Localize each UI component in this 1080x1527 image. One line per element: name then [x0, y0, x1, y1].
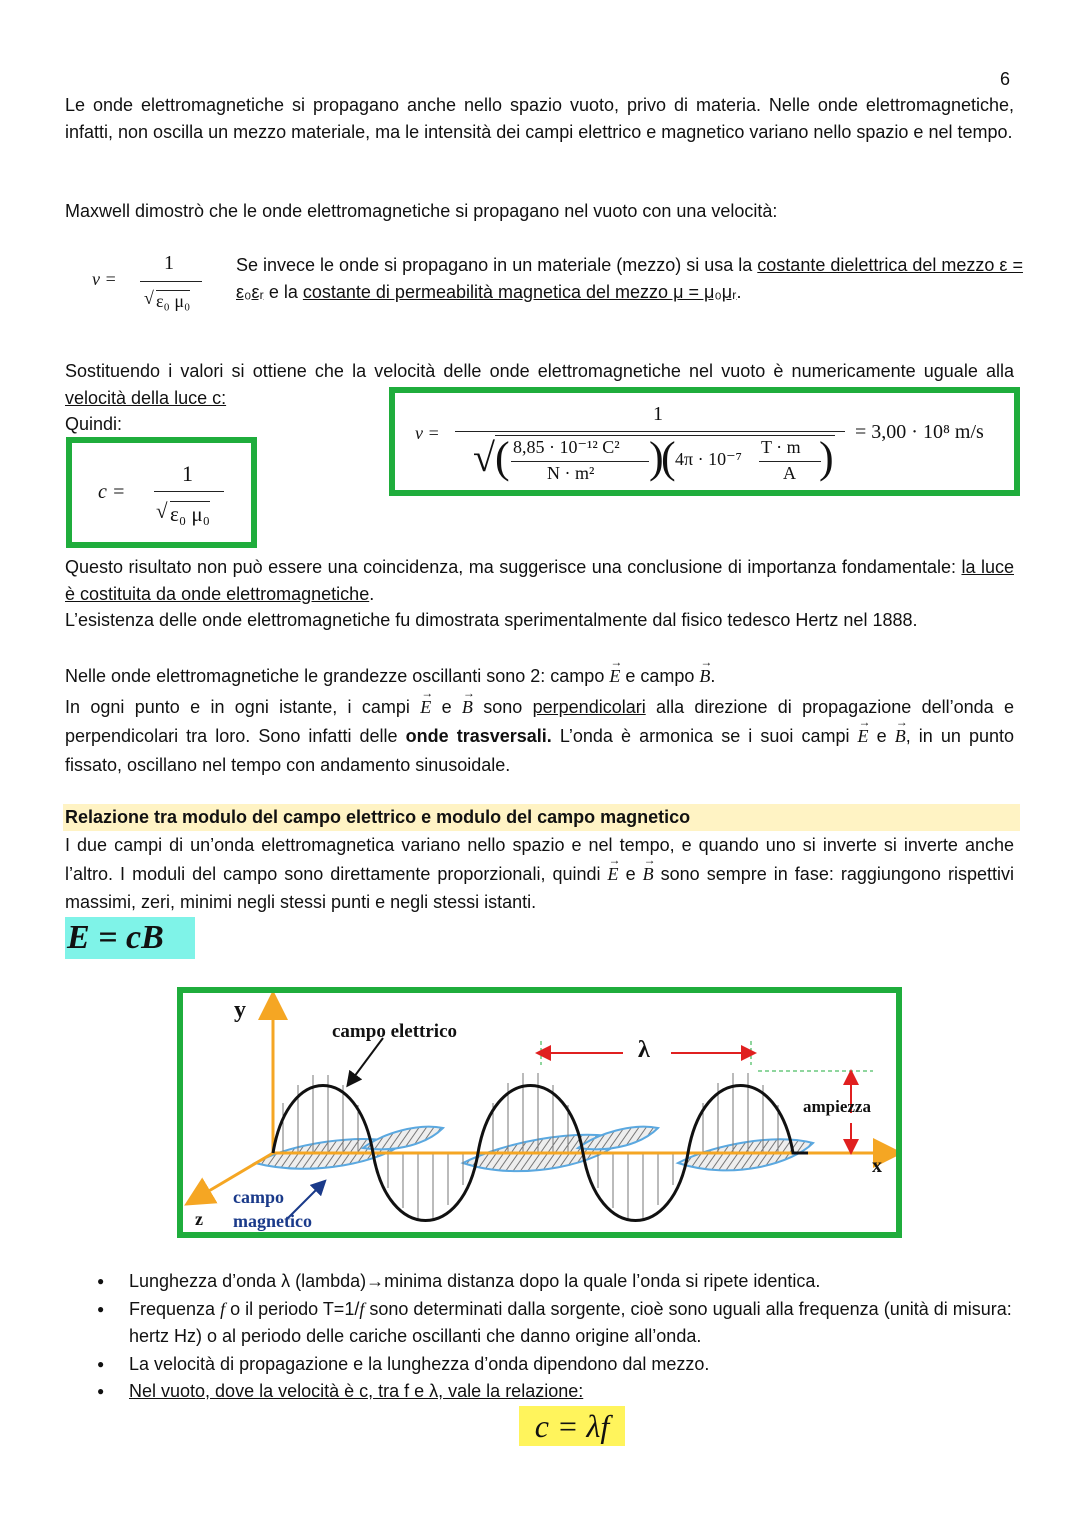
- bullet-medium: [65, 1351, 1025, 1379]
- material-text-c: .: [736, 281, 742, 302]
- relation-text-a: I due campi di un’onda elettromagnetica variano nello spazio e nel tempo, e quando uno si inverte si inverte anche l’altro. I moduli del campo sono direttamente proporzionali, quindi: [65, 835, 1014, 884]
- bullet-list: [65, 1268, 1025, 1406]
- magnetic-field-label-1: campo: [233, 1187, 284, 1207]
- big-numerator: 1: [653, 403, 663, 425]
- bullet-freq-b: o il periodo T=1/: [225, 1298, 360, 1319]
- bullet-wavelength-text: Lunghezza d’onda λ (lambda)→minima distanza dopo la quale l’onda si ripete identica.: [129, 1271, 821, 1291]
- fields-paragraph: [65, 693, 1014, 780]
- big-lhs: v =: [415, 423, 440, 443]
- material-paragraph: [236, 252, 1026, 305]
- conclusion-text: Questo risultato non può essere una coincidenza, ma suggerisce una conclusione di importanza fondamentale:: [65, 557, 962, 577]
- c-numerator: 1: [182, 461, 193, 486]
- transverse-waves-bold: onde trasversali.: [405, 726, 552, 746]
- bullet-freq-a: Frequenza: [129, 1298, 221, 1319]
- conclusion-paragraph: [65, 554, 1014, 607]
- lambda-label: λ: [638, 1037, 650, 1063]
- formula-lhs: v =: [92, 269, 117, 289]
- big-sqrt-sign: √: [473, 435, 495, 480]
- permeability-link[interactable]: costante di permeabilità magnetica del mezzo μ = μ₀μᵣ: [302, 281, 737, 302]
- material-text-b: e la: [263, 281, 303, 302]
- bullet-medium-text: La velocità di propagazione e la lunghezza d’onda dipendono dal mezzo.: [129, 1353, 710, 1374]
- hertz-sentence: L’esistenza delle onde elettromagnetiche fu dimostrata sperimentalmente dal fisico tedesco Hertz nel 1888.: [65, 610, 918, 630]
- bullet-vacuum: [65, 1378, 1025, 1406]
- relation-paragraph: [65, 831, 1014, 917]
- speed-of-light-link[interactable]: velocità della luce c:: [65, 387, 227, 408]
- bullet-freq-f: f: [220, 1298, 226, 1319]
- b-vector: → B: [462, 693, 473, 722]
- c-lhs: c =: [98, 481, 126, 503]
- term2-prefix: 4π · 10⁻⁷: [675, 449, 742, 469]
- e-vector: → E: [420, 693, 431, 722]
- c-lambda-f-formula: c = λf: [519, 1406, 625, 1446]
- e-equals-cb-formula: E = cB: [65, 917, 195, 959]
- term2-denominator: A: [783, 463, 796, 483]
- e-vector: → E: [858, 722, 869, 751]
- fields-text-2b: e: [431, 697, 462, 717]
- maxwell-formula: [92, 250, 222, 320]
- e-vector: → E: [609, 662, 620, 690]
- fraction-bar: [140, 281, 202, 282]
- bullet-vacuum-text[interactable]: Nel vuoto, dove la velocità è c, tra f e λ, vale la relazione:: [129, 1381, 584, 1401]
- fields-text-2d: alla direzione di propagazione dell’onda e perpendicolari tra loro. Sono infatti delle: [65, 697, 1014, 746]
- perpendicular-link[interactable]: perpendicolari: [532, 697, 646, 717]
- b-vector: → B: [643, 860, 654, 889]
- page-number: 6: [1000, 69, 1011, 89]
- substitution-text: Sostituendo i valori si ottiene che la velocità delle onde elettromagnetiche nel vuoto è numericamente uguale alla: [65, 361, 1014, 381]
- magnetic-field-lobes: [255, 1127, 813, 1171]
- material-text-a: Se invece le onde si propagano in un materiale (mezzo) si usa la: [236, 255, 758, 275]
- c-denominator: ε₀ μ₀: [170, 502, 210, 526]
- electric-field-label: campo elettrico: [332, 1021, 458, 1042]
- numeric-formula-box: [389, 387, 1020, 496]
- paren-close-1: ): [649, 433, 664, 482]
- fields-text-1b: e campo: [620, 666, 700, 686]
- formula-numerator: 1: [164, 252, 174, 274]
- c-formula-box: [66, 437, 257, 548]
- paren-open-2: (: [661, 433, 676, 482]
- term2-numerator: T · m: [761, 437, 801, 457]
- amplitude-label: ampiezza: [803, 1097, 871, 1116]
- fields-text-2e: L’onda è armonica se i suoi campi: [551, 726, 858, 746]
- fields-text-1c: .: [710, 666, 716, 686]
- formula-denominator: ε₀ μ₀: [156, 291, 191, 311]
- term2-bar: [759, 461, 821, 462]
- fields-text-1a: Nelle onde elettromagnetiche le grandezze oscillanti sono 2: campo: [65, 666, 610, 686]
- bullet-frequency: [65, 1296, 1025, 1351]
- bullet-wavelength: [65, 1268, 1025, 1296]
- e-vector: → E: [608, 860, 619, 889]
- fields-text-2a: In ogni punto e in ogni istante, i campi: [65, 697, 421, 717]
- term1-numerator: 8,85 · 10⁻¹² C²: [513, 437, 620, 457]
- bullet-freq-f2: f: [359, 1298, 365, 1319]
- c-fraction-bar: [154, 491, 224, 492]
- magnetic-field-label-2: magnetico: [233, 1211, 312, 1231]
- paren-close-2: ): [819, 433, 834, 482]
- light-em-link[interactable]: la luce è costituita da onde elettromagnetiche: [65, 557, 1014, 604]
- term1-denominator: N · m²: [547, 463, 595, 483]
- fields-line1: [65, 662, 1025, 690]
- dielectric-link[interactable]: costante dielettrica del mezzo ε = ε₀εᵣ: [236, 255, 1023, 302]
- quindi-label: Quindi:: [65, 414, 123, 434]
- sqrt-sign: √: [144, 288, 154, 308]
- maxwell-sentence: Maxwell dimostrò che le onde elettromagnetiche si propagano nel vuoto con una velocità:: [65, 201, 778, 221]
- y-axis-label: y: [234, 997, 246, 1023]
- intro-paragraph: Le onde elettromagnetiche si propagano anche nello spazio vuoto, privo di materia. Nelle onde elettromagnetiche, infatti, non oscilla un mezzo materiale, ma le intensità dei campi elettrico e magnetico variano nello spazio e nel tempo.: [65, 95, 1014, 142]
- wave-svg: [183, 993, 896, 1232]
- big-fraction-bar: [455, 431, 845, 432]
- c-sqrt-sign: √: [156, 499, 168, 523]
- relation-heading: Relazione tra modulo del campo elettrico e modulo del campo magnetico: [63, 804, 1020, 831]
- x-axis-label: x: [872, 1155, 882, 1177]
- bullet-freq-c: sono determinati dalla sorgente, cioè sono uguali alla frequenza (unità di misura: hertz Hz) o al periodo delle cariche oscillanti che danno origine all’onda.: [129, 1298, 1012, 1346]
- b-vector: → B: [895, 722, 906, 751]
- fields-text-2c: sono: [472, 697, 533, 717]
- z-axis-label: z: [195, 1209, 203, 1229]
- term1-bar: [511, 461, 649, 462]
- em-wave-diagram: [177, 987, 902, 1238]
- b-vector: → B: [699, 662, 710, 690]
- paren-open-1: (: [495, 433, 510, 482]
- fields-text-2g: , in un punto fissato, oscillano nel tempo con andamento sinusoidale.: [65, 726, 1015, 775]
- relation-text-c: sono sempre in fase: raggiungono rispettivi massimi, zeri, minimi negli stessi punti e negli stessi istanti.: [65, 863, 1014, 912]
- relation-text-b: e: [618, 863, 643, 884]
- electric-pointer-arrow: [351, 1038, 383, 1081]
- big-result: = 3,00 · 10⁸ m/s: [855, 421, 984, 443]
- conclusion-end: .: [369, 583, 375, 604]
- fields-text-2f: e: [868, 726, 895, 746]
